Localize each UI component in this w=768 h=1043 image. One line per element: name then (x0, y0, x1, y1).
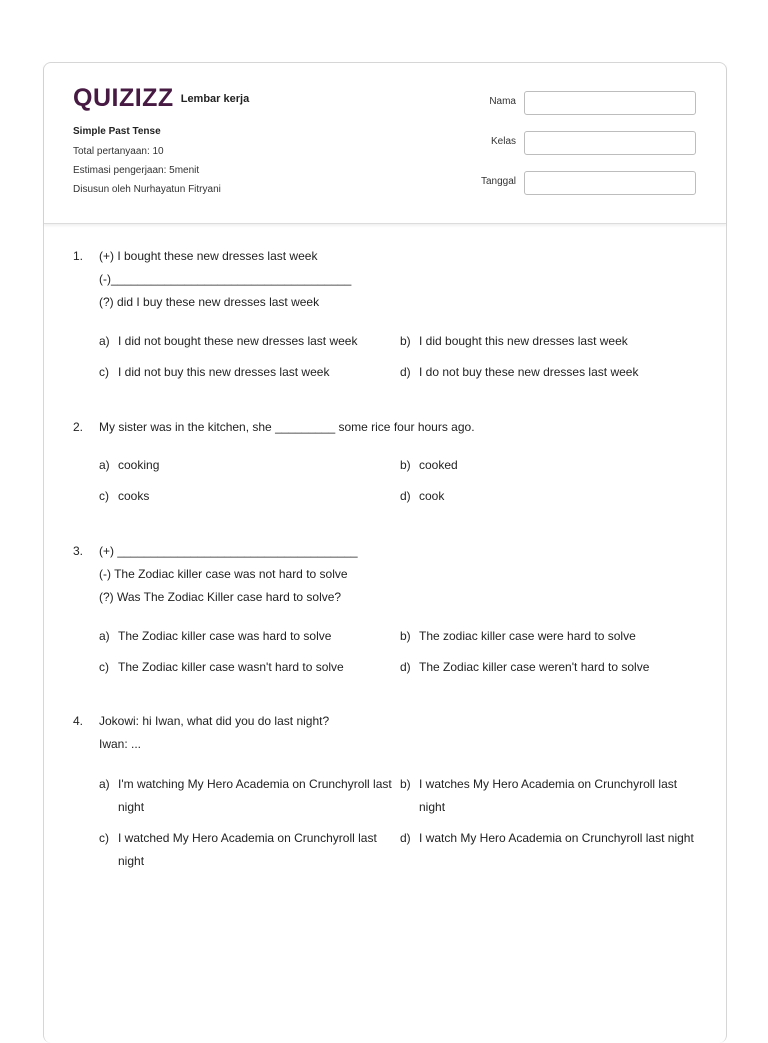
option-text: I watched My Hero Academia on Crunchyroll last night (118, 831, 377, 868)
date-field[interactable] (524, 171, 696, 195)
option-letter: b) (400, 458, 411, 472)
question-line: (?) Was The Zodiac Killer case hard to solve? (99, 590, 342, 604)
option-text: I watches My Hero Academia on Crunchyroll last night (419, 777, 678, 814)
option-text: cooks (118, 489, 150, 503)
quizizz-logo: QUIZIZZ (73, 84, 174, 112)
question-number: 1. (73, 249, 84, 263)
author: Disusun oleh Nurhayatun Fitryani (73, 184, 221, 195)
worksheet-label: Lembar kerja (180, 93, 250, 105)
quiz-title: Simple Past Tense (73, 126, 161, 137)
option-letter: b) (400, 629, 411, 643)
option-text: cooking (118, 458, 160, 472)
question-number: 2. (73, 420, 84, 434)
option-text: The Zodiac killer case weren't hard to solve (419, 660, 650, 674)
option-letter: c) (99, 365, 109, 379)
option-text: cook (419, 489, 445, 503)
time-estimate: Estimasi pengerjaan: 5menit (73, 165, 200, 176)
option-text: I did not buy this new dresses last week (118, 365, 330, 379)
option-letter: d) (400, 365, 411, 379)
question-number: 4. (73, 714, 84, 728)
option-text: I did bought this new dresses last week (419, 334, 628, 348)
option-letter: d) (400, 489, 411, 503)
class-field[interactable] (524, 131, 696, 155)
question-line: My sister was in the kitchen, she _________ some rice four hours ago. (99, 420, 475, 434)
option-text: I did not bought these new dresses last week (118, 334, 358, 348)
option-text: The Zodiac killer case was hard to solve (118, 629, 332, 643)
option-letter: c) (99, 660, 109, 674)
option-text: I watch My Hero Academia on Crunchyroll last night (419, 831, 694, 845)
brand (73, 85, 249, 111)
question-line: (+) I bought these new dresses last week (99, 249, 318, 263)
option-letter: c) (99, 489, 109, 503)
option-letter: d) (400, 831, 411, 845)
option-text: I'm watching My Hero Academia on Crunchyroll last night (118, 777, 392, 814)
question-line: (-) The Zodiac killer case was not hard to solve (99, 567, 348, 581)
question-line: Iwan: ... (99, 737, 142, 751)
option-letter: b) (400, 334, 411, 348)
class-label: Kelas (490, 136, 516, 147)
option-letter: c) (99, 831, 109, 845)
worksheet-header (44, 63, 726, 224)
question-line: (-)____________________________________ (99, 272, 352, 286)
name-label: Nama (489, 96, 516, 107)
option-letter: b) (400, 777, 411, 791)
option-letter: a) (99, 458, 110, 472)
option-text: I do not buy these new dresses last week (419, 365, 639, 379)
name-field[interactable] (524, 91, 696, 115)
question-line: (+) ____________________________________ (99, 544, 358, 558)
total-questions: Total pertanyaan: 10 (73, 146, 164, 157)
option-letter: a) (99, 629, 110, 643)
question-line: Jokowi: hi Iwan, what did you do last night? (99, 714, 330, 728)
option-text: The Zodiac killer case wasn't hard to solve (118, 660, 344, 674)
option-letter: a) (99, 334, 110, 348)
question-number: 3. (73, 544, 84, 558)
option-text: cooked (419, 458, 458, 472)
option-text: The zodiac killer case were hard to solve (419, 629, 636, 643)
question-line: (?) did I buy these new dresses last week (99, 295, 320, 309)
option-letter: a) (99, 777, 110, 791)
date-label: Tanggal (480, 176, 516, 187)
option-letter: d) (400, 660, 411, 674)
